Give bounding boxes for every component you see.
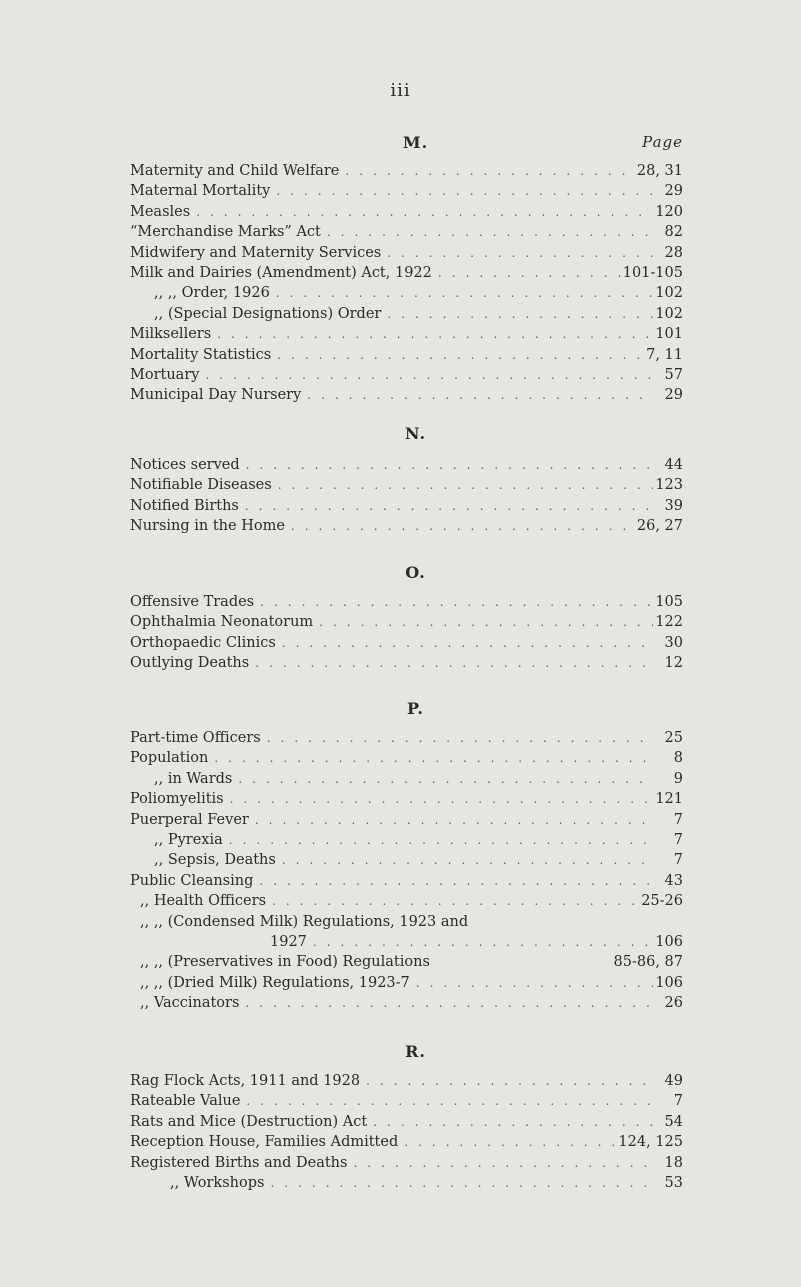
entry-label: Milk and Dairies (Amendment) Act, 1922 bbox=[130, 264, 432, 281]
section-letter: R. bbox=[405, 1042, 426, 1061]
section-m bbox=[130, 133, 683, 408]
dot-leader bbox=[199, 368, 653, 382]
index-entry bbox=[130, 498, 683, 518]
entry-page: 122 bbox=[655, 614, 683, 631]
dot-leader bbox=[347, 1156, 653, 1170]
index-entry bbox=[130, 832, 683, 852]
dot-leader bbox=[410, 976, 653, 990]
entry-page: 29 bbox=[664, 183, 683, 200]
dot-leader bbox=[261, 731, 653, 745]
entry-page: 9 bbox=[673, 770, 683, 787]
entry-label: Offensive Trades bbox=[130, 594, 255, 610]
index-entry bbox=[130, 285, 683, 305]
section-heading bbox=[130, 699, 683, 727]
dot-leader bbox=[271, 348, 646, 362]
section-r bbox=[130, 1042, 683, 1195]
page-number: iii bbox=[390, 80, 411, 101]
entry-label: ,, ,, (Dried Milk) Regulations, 1923-7 bbox=[140, 974, 410, 991]
entry-label: ,, Health Officers bbox=[140, 893, 267, 910]
dot-leader bbox=[276, 636, 653, 650]
dot-leader bbox=[381, 246, 653, 260]
index-entry bbox=[130, 614, 683, 634]
entry-label: 1927 bbox=[270, 933, 307, 950]
entry-label: Maternal Mortality bbox=[130, 183, 271, 200]
entry-page: 25 bbox=[664, 730, 683, 746]
index-entry bbox=[130, 791, 683, 811]
entry-label: Milksellers bbox=[130, 326, 212, 343]
entry-label: Population bbox=[130, 750, 209, 767]
section-o bbox=[130, 563, 683, 676]
dot-leader bbox=[232, 772, 653, 786]
dot-leader bbox=[249, 813, 653, 827]
entry-label: Registered Births and Deaths bbox=[130, 1154, 348, 1171]
dot-leader bbox=[253, 874, 653, 888]
index-entry bbox=[130, 730, 683, 750]
index-entry bbox=[130, 1114, 683, 1134]
dot-leader bbox=[240, 1094, 653, 1108]
entry-label: Municipal Day Nursery bbox=[130, 387, 302, 404]
entry-label: Midwifery and Maternity Services bbox=[130, 244, 382, 261]
dot-leader bbox=[270, 184, 653, 198]
entry-page: 82 bbox=[664, 224, 683, 241]
entry-label: Reception House, Families Admitted bbox=[130, 1134, 399, 1151]
dot-leader bbox=[301, 388, 653, 402]
entry-page: 124, 125 bbox=[618, 1134, 683, 1151]
dot-leader bbox=[224, 792, 653, 806]
index-entry bbox=[130, 245, 683, 265]
entry-page: 101-105 bbox=[622, 264, 683, 281]
dot-leader bbox=[307, 935, 653, 949]
entry-page: 7 bbox=[673, 831, 683, 848]
dot-leader bbox=[249, 656, 653, 670]
entry-label: Notices served bbox=[130, 457, 240, 473]
section-heading bbox=[130, 424, 683, 452]
dot-leader bbox=[190, 205, 653, 219]
section-heading bbox=[130, 1042, 683, 1070]
entry-label: Rateable Value bbox=[130, 1093, 241, 1110]
entry-page: 102 bbox=[655, 305, 683, 322]
dot-leader bbox=[254, 595, 653, 609]
index-entry bbox=[130, 873, 683, 893]
section-n bbox=[130, 424, 683, 539]
index-entry bbox=[130, 518, 683, 538]
entry-page: 123 bbox=[655, 477, 683, 494]
section-heading bbox=[130, 133, 683, 161]
index-entry bbox=[130, 347, 683, 367]
entry-page: 28 bbox=[664, 244, 683, 261]
section-letter: M. bbox=[402, 133, 429, 152]
index-entry bbox=[130, 852, 683, 872]
entry-label: ,, Workshops bbox=[170, 1174, 265, 1191]
entry-page: 28, 31 bbox=[636, 163, 683, 179]
index-entry bbox=[130, 367, 683, 387]
entry-page: 121 bbox=[655, 791, 683, 808]
dot-leader bbox=[272, 478, 653, 492]
dot-leader bbox=[381, 307, 653, 321]
entry-label: ,, ,, (Condensed Milk) Regulations, 1923 and bbox=[140, 913, 469, 930]
entry-page: 120 bbox=[655, 203, 683, 220]
dot-leader bbox=[223, 833, 653, 847]
entry-label: Maternity and Child Welfare bbox=[130, 163, 340, 179]
index-entry bbox=[130, 771, 683, 791]
entry-label: Rag Flock Acts, 1911 and 1928 bbox=[130, 1073, 361, 1089]
dot-leader bbox=[264, 1176, 653, 1190]
section-letter: N. bbox=[404, 424, 427, 443]
dot-leader bbox=[270, 286, 653, 300]
index-entry bbox=[130, 1155, 683, 1175]
entry-page: 43 bbox=[664, 872, 683, 889]
index-entry bbox=[130, 265, 683, 285]
entry-page: 26, 27 bbox=[636, 518, 683, 535]
entry-label: ,, Pyrexia bbox=[154, 831, 223, 848]
entry-page: 49 bbox=[664, 1073, 683, 1089]
section-p bbox=[130, 699, 683, 1015]
entry-label: ,, ,, Order, 1926 bbox=[154, 285, 270, 302]
section-heading bbox=[130, 563, 683, 591]
index-entry bbox=[130, 812, 683, 832]
index-entry bbox=[130, 1175, 683, 1195]
index-entry bbox=[130, 326, 683, 346]
dot-leader bbox=[398, 1135, 618, 1149]
entry-label: Ophthalmia Neonatorum bbox=[130, 614, 314, 631]
entry-label: Public Cleansing bbox=[130, 872, 254, 889]
entry-label: ,, Vaccinators bbox=[140, 995, 240, 1012]
entry-label: ,, Sepsis, Deaths bbox=[154, 852, 276, 869]
entry-page: 30 bbox=[664, 634, 683, 651]
section-letter: P. bbox=[407, 699, 424, 718]
dot-leader bbox=[313, 615, 653, 629]
entry-page: 44 bbox=[664, 457, 683, 473]
index-entry bbox=[130, 224, 683, 244]
index-entry bbox=[130, 306, 683, 326]
dot-leader bbox=[285, 519, 637, 533]
entry-label: Measles bbox=[130, 203, 191, 220]
dot-leader bbox=[276, 853, 653, 867]
entry-page: 18 bbox=[664, 1154, 683, 1171]
entry-page: 12 bbox=[664, 655, 683, 672]
entry-label: Notifiable Diseases bbox=[130, 477, 272, 494]
entry-label: “Merchandise Marks” Act bbox=[130, 224, 321, 241]
index-entry bbox=[130, 457, 683, 477]
entry-page: 7, 11 bbox=[646, 346, 683, 363]
index-entry bbox=[130, 655, 683, 675]
dot-leader bbox=[239, 996, 653, 1010]
entry-label: ,, in Wards bbox=[154, 770, 233, 787]
dot-leader bbox=[321, 225, 653, 239]
page-column-header: Page bbox=[642, 133, 683, 151]
entry-page: 29 bbox=[664, 387, 683, 404]
entry-page: 53 bbox=[664, 1174, 683, 1191]
index-entry bbox=[130, 995, 683, 1015]
section-letter: O. bbox=[405, 563, 426, 582]
index-entry bbox=[130, 914, 683, 934]
entry-label: Puerperal Fever bbox=[130, 811, 249, 828]
entry-page: 57 bbox=[664, 366, 683, 383]
index-entry bbox=[130, 204, 683, 224]
dot-leader bbox=[211, 327, 653, 341]
entry-page: 26 bbox=[664, 995, 683, 1012]
entry-page: 105 bbox=[655, 594, 683, 610]
entry-page: 106 bbox=[655, 933, 683, 950]
index-entry bbox=[130, 1134, 683, 1154]
dot-leader bbox=[432, 266, 623, 280]
index-entry bbox=[130, 975, 683, 995]
entry-page: 106 bbox=[655, 974, 683, 991]
dot-leader bbox=[360, 1074, 653, 1088]
entry-page: 39 bbox=[664, 497, 683, 514]
index-entry bbox=[130, 635, 683, 655]
dot-leader bbox=[208, 751, 653, 765]
index-entry bbox=[130, 163, 683, 183]
dot-leader bbox=[239, 499, 653, 513]
entry-label: Orthopaedic Clinics bbox=[130, 634, 276, 651]
index-entry bbox=[130, 183, 683, 203]
entry-label: Notified Births bbox=[130, 497, 239, 514]
entry-page: 25-26 bbox=[641, 893, 683, 910]
index-entry bbox=[130, 594, 683, 614]
entry-page: 85-86, 87 bbox=[613, 954, 683, 971]
entry-label: ,, ,, (Preservatives in Food) Regulations bbox=[140, 954, 430, 971]
entry-page: 8 bbox=[673, 750, 683, 767]
index-entry bbox=[130, 893, 683, 913]
entry-page: 101 bbox=[655, 326, 683, 343]
entry-page: 7 bbox=[673, 811, 683, 828]
entry-page: 7 bbox=[673, 852, 683, 869]
entry-label: Mortuary bbox=[130, 366, 200, 383]
entry-page: 54 bbox=[664, 1113, 683, 1130]
index-entry bbox=[130, 1093, 683, 1113]
entry-page: 7 bbox=[673, 1093, 683, 1110]
dot-leader bbox=[339, 164, 637, 178]
entry-page: 102 bbox=[655, 285, 683, 302]
dot-leader bbox=[266, 894, 641, 908]
index-entry bbox=[130, 934, 683, 954]
index-entry bbox=[130, 1073, 683, 1093]
dot-leader bbox=[240, 458, 653, 472]
index-entry bbox=[130, 750, 683, 770]
entry-label: Poliomyelitis bbox=[130, 791, 224, 808]
entry-label: Nursing in the Home bbox=[130, 518, 285, 535]
entry-label: Outlying Deaths bbox=[130, 655, 250, 672]
entry-label: ,, (Special Designations) Order bbox=[154, 305, 382, 322]
index-entry bbox=[130, 954, 683, 974]
entry-label: Part-time Officers bbox=[130, 730, 261, 746]
dot-leader bbox=[367, 1115, 653, 1129]
entry-label: Rats and Mice (Destruction) Act bbox=[130, 1113, 368, 1130]
index-entry bbox=[130, 477, 683, 497]
index-entry bbox=[130, 387, 683, 407]
entry-label: Mortality Statistics bbox=[130, 346, 272, 363]
